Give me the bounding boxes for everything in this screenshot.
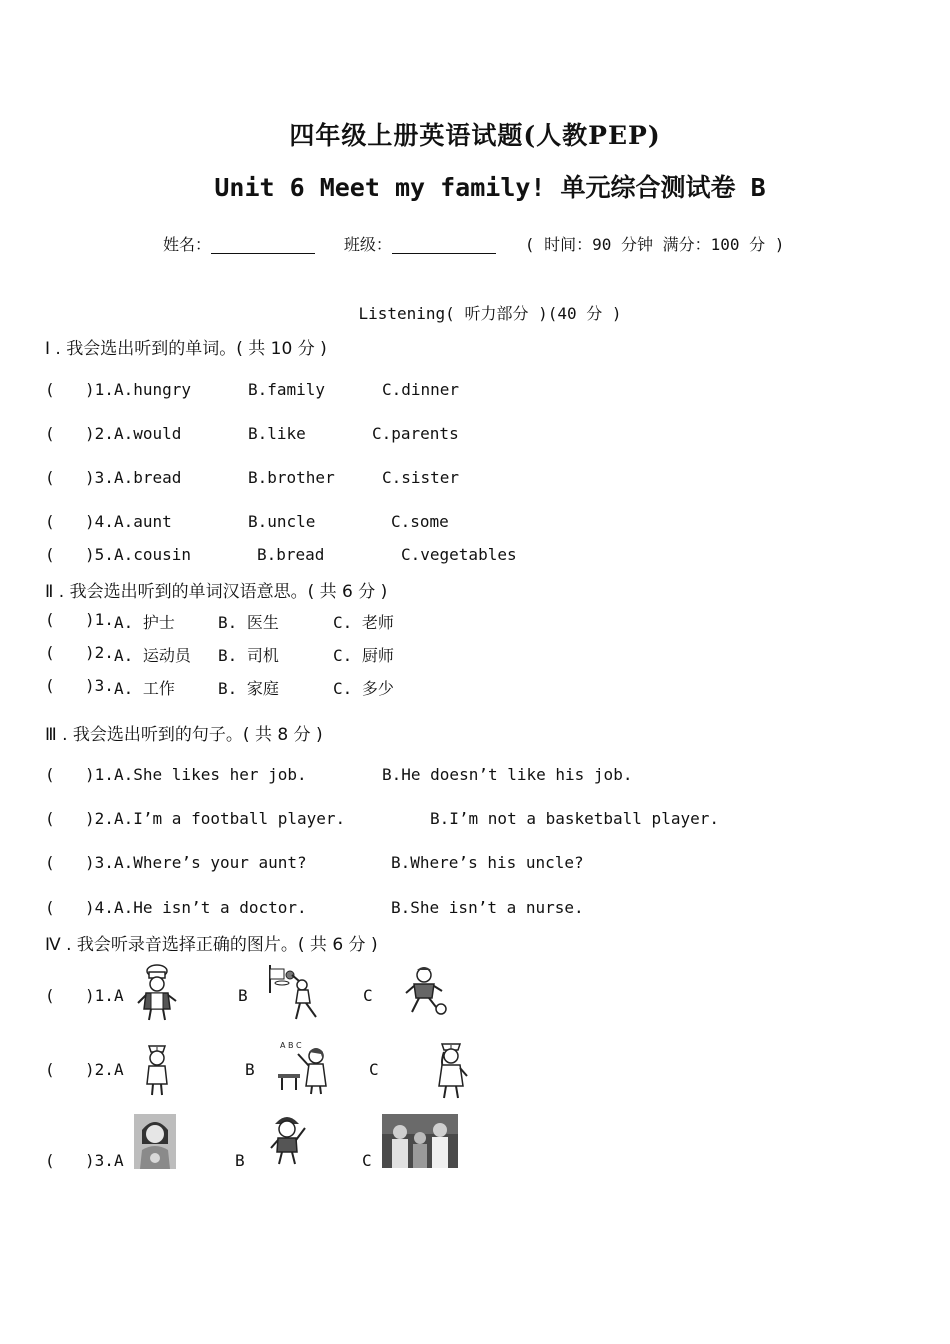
item-number: )5. [85,545,114,564]
answer-paren[interactable]: ( [45,676,55,695]
item-number: )1. [85,765,114,784]
answer-paren[interactable]: ( [45,468,55,487]
option-a: A.would [114,424,182,443]
option-b: B.Where’s his uncle? [391,853,584,872]
option-a-label: A [114,986,124,1005]
option-b: B.uncle [248,512,316,531]
option-b: B.He doesn’t like his job. [382,765,633,784]
option-a: A.aunt [114,512,172,531]
option-a: A. 工作 [114,679,175,698]
option-a: A.He isn’t a doctor. [114,898,307,917]
item-number: )1. [85,610,114,629]
teacher-picture[interactable] [276,1038,332,1096]
option-a: A.cousin [114,545,192,564]
option-b-label: B [235,1151,245,1170]
page-title: 四年级上册英语试题(人教PEP) [289,121,661,150]
option-c-label: C [362,1151,372,1170]
option-c: C. 厨师 [333,646,394,665]
answer-paren[interactable]: ( [45,512,55,531]
boy-waving-picture[interactable] [267,1112,309,1168]
option-c: C. 多少 [333,679,394,698]
option-b-label: B [238,986,248,1005]
option-a-label: A [114,1151,124,1170]
answer-paren[interactable]: ( [45,545,55,564]
name-blank[interactable] [211,235,315,254]
option-a: A.bread [114,468,182,487]
option-c-label: C [369,1060,379,1079]
item-number: )4. [85,512,114,531]
item-number: )2. [85,643,114,662]
answer-paren[interactable]: ( [45,424,55,443]
answer-paren[interactable]: ( [45,1151,55,1170]
option-a: A.hungry [114,380,192,399]
option-c: C.dinner [382,380,460,399]
answer-paren[interactable]: ( [45,1060,55,1079]
answer-paren[interactable]: ( [45,898,55,917]
item-number: )2. [85,424,114,443]
item-number: )2. [85,809,114,828]
option-b: B. 家庭 [218,679,279,698]
section-3-heading: Ⅲ . 我会选出听到的句子。( 共 8 分 ) [45,725,323,745]
item-number: )3. [85,1151,114,1170]
option-b: B. 司机 [218,646,279,665]
section-2-heading: Ⅱ . 我会选出听到的单词汉语意思。( 共 6 分 ) [45,582,388,602]
section-4-heading: Ⅳ . 我会听录音选择正确的图片。( 共 6 分 ) [45,935,378,955]
option-a: A.I’m a football player. [114,809,346,828]
doctor-picture[interactable] [432,1038,470,1100]
girl-photo-picture[interactable] [134,1114,176,1169]
listening-heading: Listening( 听力部分 )(40 分 ) [358,304,622,323]
football-player-picture[interactable] [402,965,448,1019]
option-b: B.like [248,424,306,443]
item-number: )3. [85,468,114,487]
item-number: )1. [85,380,114,399]
class-blank[interactable] [392,235,496,254]
answer-paren[interactable]: ( [45,765,55,784]
answer-paren[interactable]: ( [45,380,55,399]
answer-paren[interactable]: ( [45,809,55,828]
section-1-heading: Ⅰ . 我会选出听到的单词。( 共 10 分 ) [45,339,327,359]
family-photo-picture[interactable] [382,1114,458,1168]
option-c: C.sister [382,468,460,487]
name-label: 姓名： [163,235,212,254]
item-number: )3. [85,676,114,695]
option-c-label: C [363,986,373,1005]
answer-paren[interactable]: ( [45,853,55,872]
answer-paren[interactable]: ( [45,986,55,1005]
page-subtitle: Unit 6 Meet my family! 单元综合测试卷 B [214,173,766,202]
option-a: A.She likes her job. [114,765,307,784]
svg-text:A B C: A B C [280,1041,302,1050]
item-number: )1. [85,986,114,1005]
option-a: A. 护士 [114,613,175,632]
option-b: B.She isn’t a nurse. [391,898,584,917]
answer-paren[interactable]: ( [45,610,55,629]
basketball-player-picture[interactable] [266,963,326,1023]
class-label: 班级： [343,235,392,254]
option-b: B. 医生 [218,613,279,632]
option-b: B.brother [248,468,335,487]
option-c: C.vegetables [401,545,517,564]
option-c: C.some [391,512,449,531]
option-b: B.I’m not a basketball player. [430,809,719,828]
option-b: B.bread [257,545,325,564]
option-a: A.Where’s your aunt? [114,853,307,872]
item-number: )2. [85,1060,114,1079]
exam-info: ( 时间：90 分钟 满分：100 分 ) [524,235,785,254]
option-a-label: A [114,1060,124,1079]
nurse-picture[interactable] [142,1040,172,1098]
item-number: )3. [85,853,114,872]
option-a: A. 运动员 [114,646,191,665]
option-b-label: B [245,1060,255,1079]
answer-paren[interactable]: ( [45,643,55,662]
item-number: )4. [85,898,114,917]
option-c: C.parents [372,424,459,443]
option-b: B.family [248,380,326,399]
student-info-header [163,232,784,255]
cook-picture[interactable] [134,963,180,1023]
option-c: C. 老师 [333,613,394,632]
